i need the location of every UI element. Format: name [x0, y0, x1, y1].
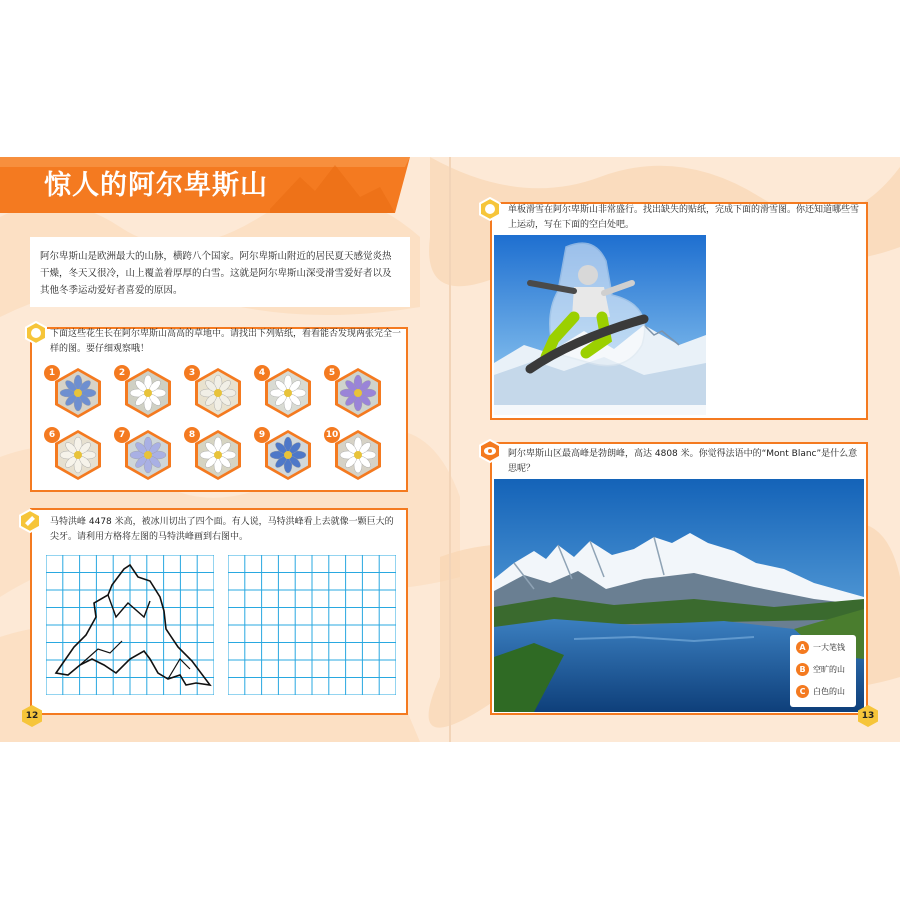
flower-hex-2[interactable]	[124, 367, 172, 419]
intro-text: 阿尔卑斯山是欧洲最大的山脉，横跨八个国家。阿尔卑斯山附近的居民夏天感觉炎热干燥，冬天又很冷，山上覆盖着厚厚的白雪。这就是阿尔卑斯山深受滑雪爱好者以及其他冬季运动爱好者喜爱的原因。	[40, 251, 392, 296]
flower-hex-number: 8	[184, 427, 200, 443]
choice-a-text: 一大笔钱	[813, 643, 845, 652]
matterhorn-grid-blank[interactable]	[228, 555, 396, 695]
flower-hex-number: 5	[324, 365, 340, 381]
choice-a[interactable]	[796, 641, 845, 654]
flower-hex-10[interactable]	[334, 429, 382, 481]
page-number-left: 12	[25, 711, 39, 721]
flower-hex-number: 3	[184, 365, 200, 381]
snowboard-answer-space[interactable]	[706, 235, 866, 415]
eye-icon	[478, 439, 502, 463]
choice-b[interactable]	[796, 663, 845, 676]
flower-hex-9[interactable]	[264, 429, 312, 481]
choice-a-letter: A	[796, 641, 809, 654]
flower-hex-4[interactable]	[264, 367, 312, 419]
sticker-icon	[24, 321, 48, 345]
page-title: 惊人的阿尔卑斯山	[44, 170, 268, 201]
flower-hex-6[interactable]	[54, 429, 102, 481]
flower-hex-number: 4	[254, 365, 270, 381]
flower-hex-number: 2	[114, 365, 130, 381]
flower-hex-7[interactable]	[124, 429, 172, 481]
snowboard-prompt: 单板滑雪在阿尔卑斯山非常盛行。找出缺失的贴纸，完成下面的滑雪图。你还知道哪些雪上运动，写在下面的空白处吧。	[508, 205, 860, 230]
flower-hex-number: 6	[44, 427, 60, 443]
intro-panel	[30, 237, 410, 307]
matterhorn-grid-source	[46, 555, 214, 695]
flower-prompt: 下面这些花生长在阿尔卑斯山高高的草地中。请找出下列贴纸，看看能否发现两张完全一样的图。要仔细观察哦！	[50, 329, 402, 354]
choice-c-text: 白色的山	[813, 687, 845, 696]
flower-hex-1[interactable]	[54, 367, 102, 419]
sticker-icon	[478, 197, 502, 221]
choice-c-letter: C	[796, 685, 809, 698]
flower-hex-5[interactable]	[334, 367, 382, 419]
flower-hex-3[interactable]	[194, 367, 242, 419]
flower-hex-number: 1	[44, 365, 60, 381]
choice-c[interactable]	[796, 685, 845, 698]
flower-hex-number: 10	[324, 427, 340, 443]
page-number-right: 13	[861, 711, 875, 721]
montblanc-prompt: 阿尔卑斯山区最高峰是勃朗峰，高达 4808 米。你觉得法语中的“Mont Blanc”是什么意思呢？	[508, 449, 858, 474]
pencil-icon	[18, 509, 42, 533]
choice-b-letter: B	[796, 663, 809, 676]
answer-choices	[790, 635, 856, 707]
matterhorn-prompt: 马特洪峰 4478 米高，被冰川切出了四个面。有人说，马特洪峰看上去就像一颗巨大的尖牙。请利用方格将左图的马特洪峰画到右图中。	[50, 517, 394, 542]
book-spread	[0, 157, 900, 742]
flower-hex-number: 9	[254, 427, 270, 443]
flower-hex-8[interactable]	[194, 429, 242, 481]
choice-b-text: 空旷的山	[813, 665, 845, 674]
flower-hex-number: 7	[114, 427, 130, 443]
snowboarder-photo	[494, 235, 706, 415]
